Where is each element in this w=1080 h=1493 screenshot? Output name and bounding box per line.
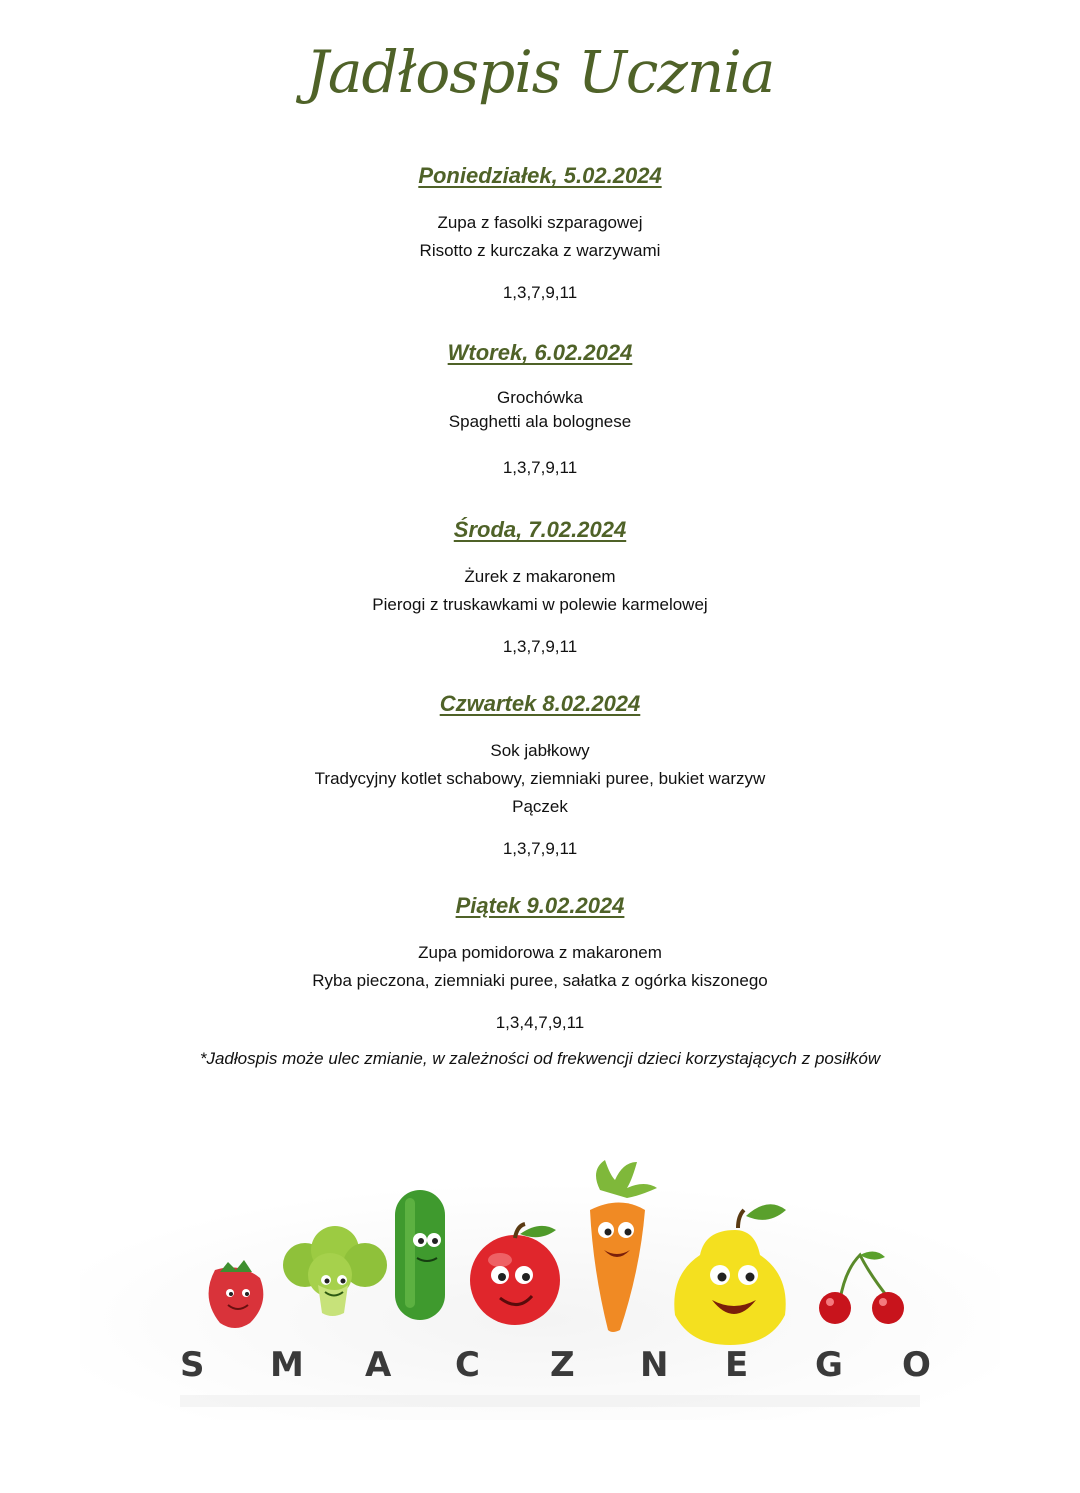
dish-list	[0, 737, 1080, 821]
allergen-codes: 1,3,7,9,11	[502, 839, 578, 858]
banner-letter: A	[365, 1345, 392, 1385]
banner-letter: O	[902, 1345, 931, 1385]
banner-letter: C	[455, 1345, 480, 1385]
allergen-codes: 1,3,7,9,11	[502, 637, 578, 656]
dish: Zupa z fasolki szparagowej	[437, 213, 643, 232]
dish: Spaghetti ala bolognese	[448, 412, 632, 431]
day-tuesday	[0, 340, 1080, 478]
allergen-codes: 1,3,7,9,11	[502, 458, 578, 477]
day-thursday	[0, 691, 1080, 859]
allergen-codes: 1,3,7,9,11	[502, 283, 578, 302]
day-heading: Wtorek, 6.02.2024	[447, 340, 633, 365]
vegetables-illustration	[60, 1150, 1020, 1430]
page-title: Jadłospis Ucznia	[305, 38, 775, 106]
dish: Tradycyjny kotlet schabowy, ziemniaki puree, bukiet warzyw	[314, 769, 766, 788]
dish: Pierogi z truskawkami w polewie karmelowej	[372, 595, 708, 614]
dish: Sok jabłkowy	[490, 741, 590, 760]
dish: Risotto z kurczaka z warzywami	[419, 241, 661, 260]
dish: Ryba pieczona, ziemniaki puree, sałatka z ogórka kiszonego	[312, 971, 768, 990]
banner-letter: E	[725, 1345, 749, 1385]
dish-list	[0, 386, 1080, 434]
banner-letter: S	[180, 1345, 205, 1385]
dish: Grochówka	[497, 388, 583, 407]
day-monday	[0, 163, 1080, 303]
banner-letter: G	[815, 1345, 843, 1385]
dish-list	[0, 209, 1080, 265]
day-heading: Poniedziałek, 5.02.2024	[418, 163, 662, 188]
banner-letter: Z	[550, 1345, 575, 1385]
day-heading: Czwartek 8.02.2024	[439, 691, 641, 716]
banner-letter: M	[270, 1345, 304, 1385]
banner-letter: N	[640, 1345, 669, 1385]
dish: Żurek z makaronem	[464, 567, 616, 586]
day-heading: Piątek 9.02.2024	[455, 893, 625, 918]
day-wednesday	[0, 517, 1080, 657]
dish-list	[0, 563, 1080, 619]
dish-list	[0, 939, 1080, 995]
menu-change-note: *Jadłospis może ulec zmianie, w zależności od frekwencji dzieci korzystających z posiłków	[199, 1049, 881, 1068]
day-friday	[0, 893, 1080, 1033]
day-heading: Środa, 7.02.2024	[453, 517, 627, 542]
cucumber-icon	[395, 1190, 445, 1320]
dish: Zupa pomidorowa z makaronem	[418, 943, 662, 962]
dish: Pączek	[512, 797, 568, 816]
smacznego-banner	[180, 1345, 940, 1385]
allergen-codes: 1,3,4,7,9,11	[495, 1013, 585, 1032]
